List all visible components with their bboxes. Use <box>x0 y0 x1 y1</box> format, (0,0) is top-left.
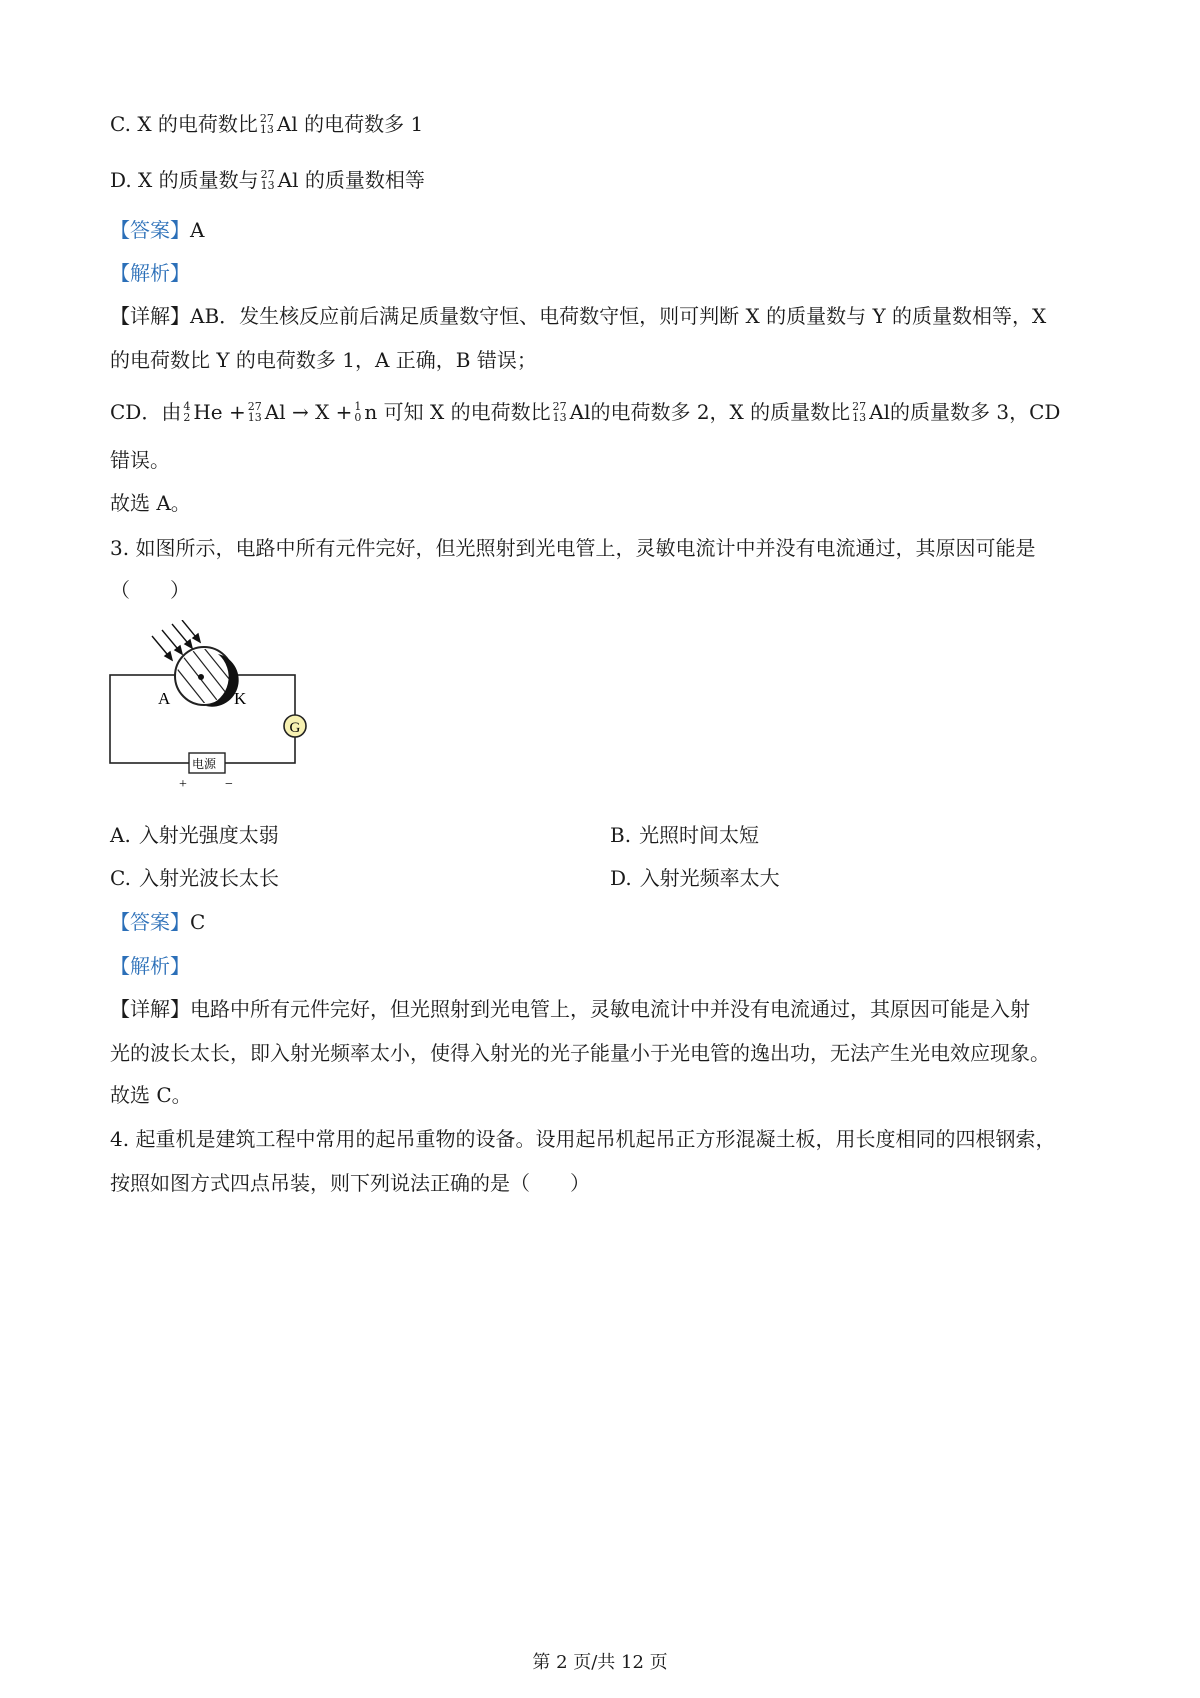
isotope-notation: 27 13 <box>247 399 262 424</box>
cd-equation-line <box>110 398 1060 426</box>
choose-line: 故选 A。 <box>110 491 191 515</box>
q3-detail-line: 光的波长太长，即入射光频率太小，使得入射光的光子能量小于光电管的逸出功，无法产生光电效应现象。 <box>110 1041 1050 1065</box>
answer-line <box>110 216 204 244</box>
option-text: X 的质量数与 <box>138 168 259 192</box>
element-symbol: Al <box>264 400 286 424</box>
q4-stem: 4. 起重机是建筑工程中常用的起吊重物的设备。设用起吊机起吊正方形混凝土板，用长度相同的四根钢索， <box>110 1127 1056 1151</box>
photoelectric-circuit-diagram <box>100 620 340 820</box>
option-text: X 的电荷数比 <box>137 112 258 136</box>
label-minus: − <box>225 777 233 792</box>
detail-line: 【详解】AB．发生核反应前后满足质量数守恒、电荷数守恒，则可判断 X 的质量数与 Y 的质量数相等，X <box>110 304 1047 328</box>
element-symbol: n <box>364 400 378 424</box>
isotope-notation: 27 13 <box>552 399 567 424</box>
element-symbol: He <box>193 400 223 424</box>
option-c-line <box>110 110 423 138</box>
option-d-line <box>110 166 425 194</box>
label-k: K <box>234 689 247 708</box>
q4-stem-line2: 按照如图方式四点吊装，则下列说法正确的是（ ） <box>110 1171 590 1195</box>
cd-line2: 错误。 <box>110 448 170 472</box>
cd-text: 的电荷数多 2，X 的质量数比 <box>590 400 851 424</box>
option-text: 的质量数相等 <box>304 168 425 192</box>
analysis-line <box>110 259 190 287</box>
page-footer: 第 2 页/共 12 页 <box>532 1652 668 1673</box>
isotope-notation: 27 13 <box>260 167 275 192</box>
element-symbol: Al <box>869 400 890 424</box>
cd-text: 的质量数多 3，CD <box>890 400 1061 424</box>
answer-tag: 【答案】 <box>110 910 190 934</box>
q3-detail-line: 【详解】电路中所有元件完好，但光照射到光电管上，灵敏电流计中并没有电流通过，其原因可能是入射 <box>110 997 1030 1021</box>
reaction-arrow: → X + <box>291 400 353 424</box>
plus-sign: + <box>228 400 246 424</box>
analysis-tag: 【解析】 <box>110 261 190 285</box>
option-text: 的电荷数多 1 <box>304 112 424 136</box>
label-source: 电源 <box>192 757 217 771</box>
option-label: D. <box>110 168 132 192</box>
isotope-notation: 27 13 <box>852 399 867 424</box>
label-a: A <box>158 689 171 708</box>
cd-text: 可知 X 的电荷数比 <box>383 400 551 424</box>
element-symbol: Al <box>569 400 591 424</box>
element-symbol: Al <box>277 168 299 192</box>
q3-stem-parens: （ ） <box>110 578 190 602</box>
option-label: C. <box>110 112 131 136</box>
q3-answer-line <box>110 908 205 936</box>
isotope-notation: 27 13 <box>259 111 274 136</box>
q3-option-a: A. 入射光强度太弱 <box>110 823 279 847</box>
q3-analysis-line <box>110 952 190 980</box>
label-plus: + <box>179 777 187 792</box>
isotope-notation: 1 0 <box>354 399 362 424</box>
q3-choose-line: 故选 C。 <box>110 1083 192 1107</box>
analysis-tag: 【解析】 <box>110 954 190 978</box>
cd-prefix: CD．由 <box>110 400 182 424</box>
isotope-notation: 4 2 <box>183 399 191 424</box>
q3-option-b: B. 光照时间太短 <box>610 823 760 847</box>
answer-tag: 【答案】 <box>110 218 190 242</box>
answer-value: C <box>190 910 206 934</box>
detail-line: 的电荷数比 Y 的电荷数多 1，A 正确，B 错误； <box>110 348 537 372</box>
element-symbol: Al <box>276 112 298 136</box>
anode-a <box>198 674 204 680</box>
label-g: G <box>289 720 301 736</box>
q3-stem: 3. 如图所示，电路中所有元件完好，但光照射到光电管上，灵敏电流计中并没有电流通过，其原因可能是 <box>110 536 1036 560</box>
q3-option-c: C. 入射光波长太长 <box>110 866 279 890</box>
answer-value: A <box>190 218 205 242</box>
q3-option-d: D. 入射光频率太大 <box>610 866 780 890</box>
